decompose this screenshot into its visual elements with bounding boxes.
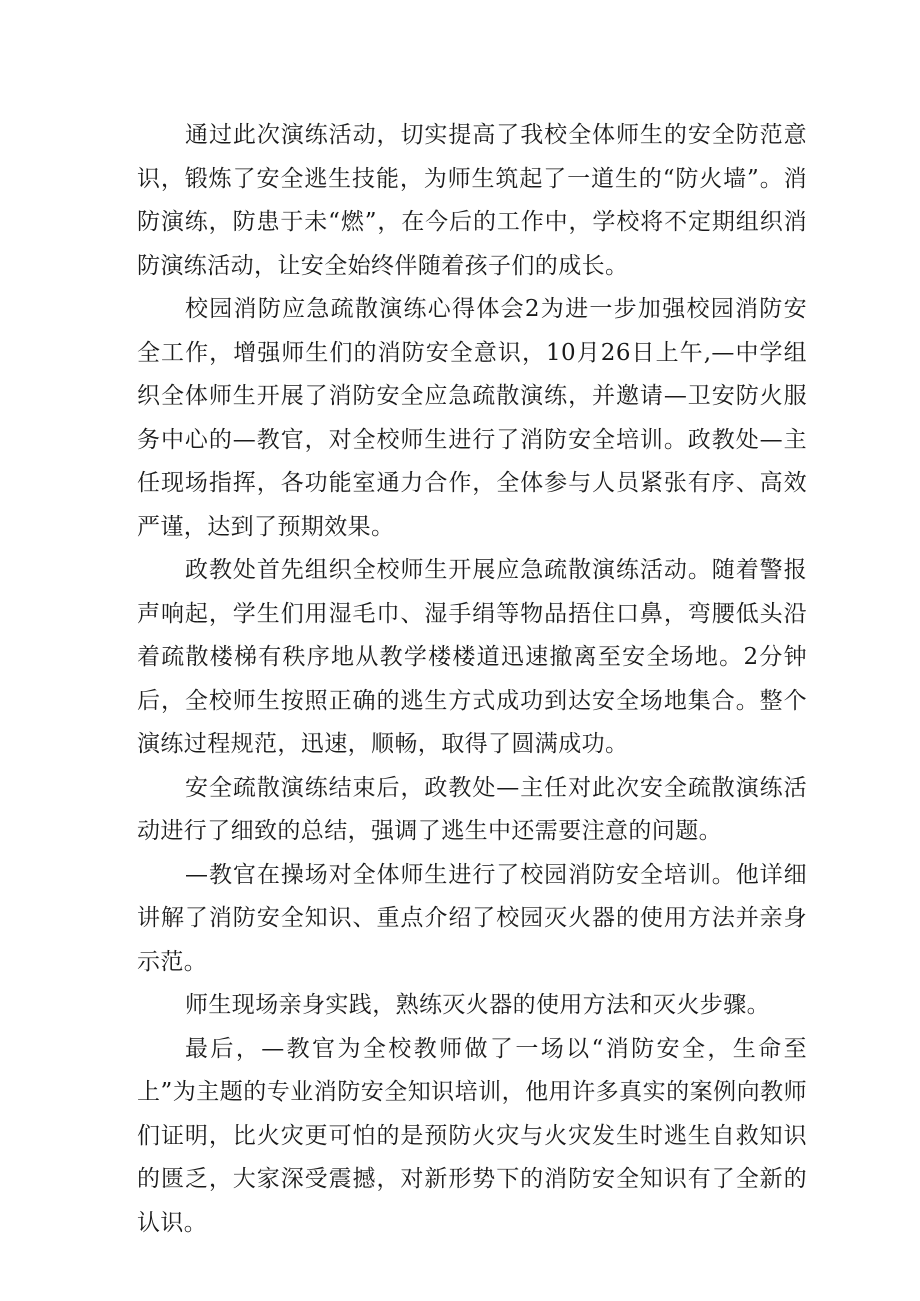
- paragraph-conclusion: 通过此次演练活动，切实提高了我校全体师生的安全防范意识，锻炼了安全逃生技能，为师生筑起了一道生的“防火墙”。消防演练，防患于未“燃”，在今后的工作中，学校将不定期组织消防演练活动，让安全始终伴随着孩子们的成长。: [137, 122, 807, 279]
- document-body: [137, 114, 807, 1245]
- paragraph-drill-summary: 安全疏散演练结束后，政教处—主任对此次安全疏散演练活动进行了细致的总结，强调了逃生中还需要注意的问题。: [137, 774, 807, 844]
- paragraph-practice: 师生现场亲身实践，熟练灭火器的使用方法和灭火步骤。: [185, 992, 770, 1018]
- paragraph-fire-training: —教官在操场对全体师生进行了校园消防安全培训。他详细讲解了消防安全知识、重点介绍了校园灭火器的使用方法并亲身示范。: [137, 861, 807, 975]
- paragraph-event-intro: 校园消防应急疏散演练心得体会2为进一步加强校园消防安全工作，增强师生们的消防安全意识，10月26日上午,—中学组织全体师生开展了消防安全应急疏散演练，并邀请—卫安防火服务中心的—教官，对全校师生进行了消防安全培训。政教处—主任现场指挥，各功能室通力合作，全体参与人员紧张有序、高效严谨，达到了预期效果。: [137, 296, 807, 540]
- paragraph-teacher-training: 最后，—教官为全校教师做了一场以“消防安全，生命至上”为主题的专业消防安全知识培训，他用许多真实的案例向教师们证明，比火灾更可怕的是预防火灾与火灾发生时逃生自救知识的匮乏，大家深受震撼，对新形势下的消防安全知识有了全新的认识。: [137, 1035, 807, 1236]
- paragraph-evacuation-drill: 政教处首先组织全校师生开展应急疏散演练活动。随着警报声响起，学生们用湿毛巾、湿手绢等物品捂住口鼻，弯腰低头沿着疏散楼梯有秩序地从教学楼楼道迅速撤离至安全场地。2分钟后，全校师生按照正确的逃生方式成功到达安全场地集合。整个演练过程规范，迅速，顺畅，取得了圆满成功。: [137, 557, 807, 757]
